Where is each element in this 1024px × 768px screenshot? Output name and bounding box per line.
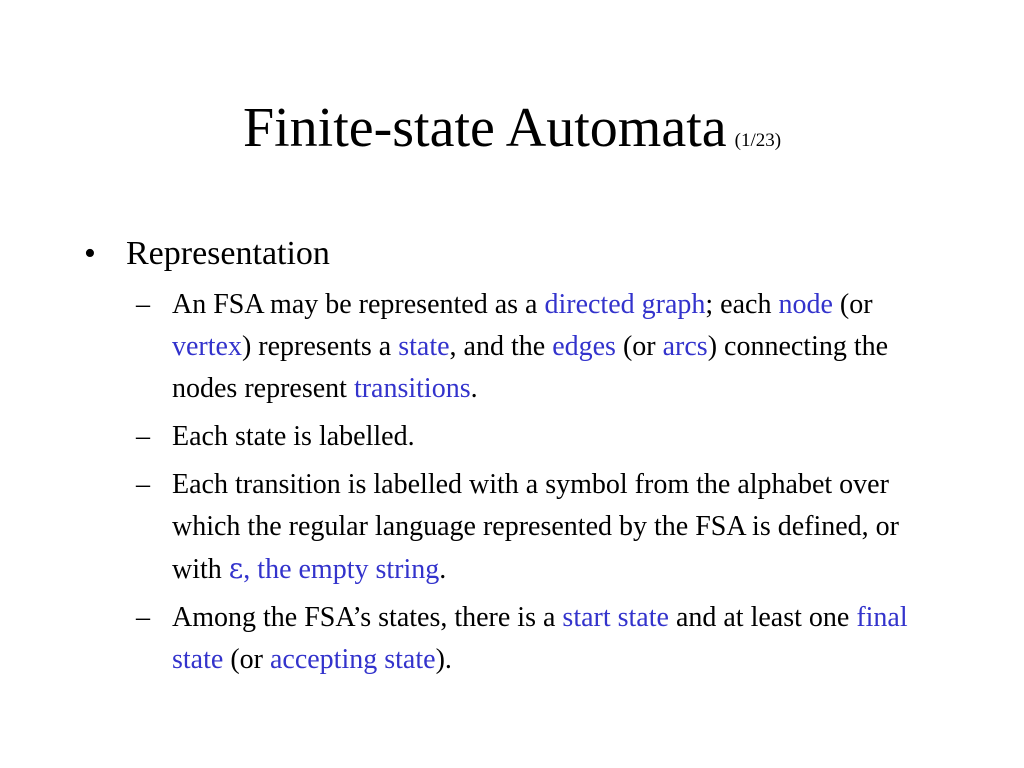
bullet-item-representation: [0, 232, 1024, 276]
term-state: state: [398, 331, 450, 362]
sub-item-transition-labelled: [0, 464, 912, 591]
bullet-icon: •: [84, 235, 96, 272]
text-run: Among the FSA’s states, there is a: [172, 602, 563, 633]
epsilon-symbol: ε: [228, 552, 244, 585]
page-indicator: (1/23): [734, 130, 782, 151]
text-run: and at least one: [668, 602, 857, 633]
text-run: ).: [435, 644, 452, 675]
text-run: ) connecting the nodes represent: [172, 331, 889, 404]
text-run: ) represents a: [241, 331, 399, 362]
term-node: node: [778, 289, 833, 320]
sub-item-start-final-states: [0, 597, 912, 681]
text-run: .: [470, 373, 478, 404]
term-edges: edges: [552, 331, 616, 362]
term-transitions: transitions: [353, 373, 471, 404]
text-run: (or: [223, 644, 270, 675]
term-start-state: start state: [562, 602, 669, 633]
term-accepting-state: accepting state: [269, 644, 436, 675]
dash-icon: –: [136, 602, 150, 633]
term-final-state: final state: [172, 602, 908, 675]
text-run: , and the: [449, 331, 553, 362]
dash-icon: –: [136, 289, 150, 320]
bullet-text: Representation: [126, 235, 330, 272]
text-run: ; each: [705, 289, 779, 320]
text-run: Each state is labelled.: [172, 421, 415, 452]
text-run: (or: [832, 289, 873, 320]
slide-content: [0, 232, 1024, 681]
sub-item-directed-graph: [0, 284, 912, 410]
text-run: Each transition is labelled with a symbol from the alphabet over which the regular language represented by the FSA is defined, or with: [172, 469, 900, 585]
term-empty-string: , the empty string: [243, 554, 440, 585]
term-vertex: vertex: [172, 331, 242, 362]
text-run: An FSA may be represented as a: [172, 289, 545, 320]
title-text: Finite-state Automata: [242, 97, 727, 159]
text-run: (or: [615, 331, 663, 362]
term-directed-graph: directed graph: [544, 289, 706, 320]
slide-title: [0, 97, 1024, 159]
dash-icon: –: [136, 469, 150, 500]
dash-icon: –: [136, 421, 150, 452]
text-run: .: [439, 554, 447, 585]
sub-item-state-labelled: [0, 416, 912, 458]
term-arcs: arcs: [662, 331, 708, 362]
